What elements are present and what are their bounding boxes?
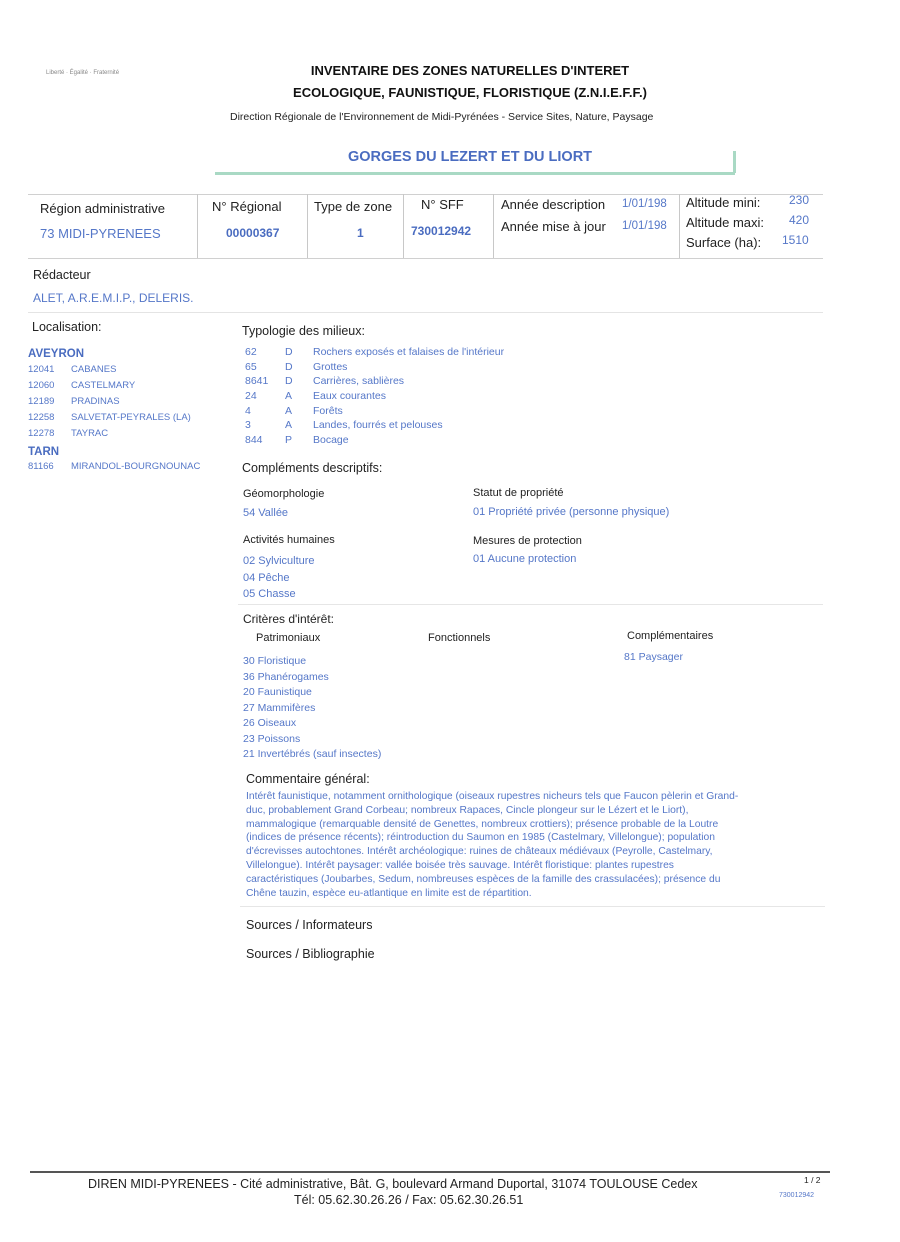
statut-value: 01 Propriété privée (personne physique) — [473, 506, 670, 518]
typologie-row: 4 A Forêts — [245, 404, 343, 417]
redacteur-label: Rédacteur — [33, 268, 91, 282]
activite-item: 02 Sylviculture — [243, 555, 315, 567]
zone-name: GORGES DU LEZERT ET DU LIORT — [347, 149, 593, 165]
logo-text: Liberté · Égalité · Fraternité — [46, 70, 120, 76]
footer-phone: Tél: 05.62.30.26.26 / Fax: 05.62.30.26.51 — [294, 1193, 524, 1207]
critere-item: 27 Mammifères — [243, 701, 316, 714]
patrimoniaux-list — [243, 654, 381, 763]
activite-item: 05 Chasse — [243, 588, 296, 600]
dept-aveyron: AVEYRON — [28, 348, 85, 360]
surface-value: 1510 — [782, 233, 809, 247]
annee-desc-value: 1/01/198 — [622, 198, 667, 210]
critere-item: 20 Faunistique — [243, 686, 312, 698]
commentaire-line: (indices de présence récents); réintroduction du Saumon en 1985 (Castelmary, Villelongue); population — [246, 832, 715, 844]
nreg-value: 00000367 — [226, 226, 280, 240]
commentaire-text — [246, 790, 738, 900]
commentaire-line: caractéristiques (Joubarbes, Sedum, nombreuses espèces de la famille des crassulacées); présence du — [246, 873, 721, 885]
activites-label: Activités humaines — [243, 534, 335, 546]
critere-item: 21 Invertébrés (sauf insectes) — [243, 748, 382, 760]
doc-subtitle: Direction Régionale de l'Environnement de Midi-Pyrénées - Service Sites, Nature, Paysage — [230, 111, 654, 123]
alt-max-value: 420 — [789, 213, 810, 227]
commentaire-line: Villelongue). Intérêt paysager: vallée boisée très sauvage. Intérêt floristique: plantes rupestres — [246, 859, 674, 871]
critere-item: 26 Oiseaux — [243, 717, 297, 729]
mesures-value: 01 Aucune protection — [473, 553, 577, 565]
commentaire-line: duc, probablement Grand Corbeau; nombreux Rapaces, Cincle plongeur sur le Lézert et le Liort), — [246, 804, 689, 816]
typologie-row: 844 P Bocage — [245, 434, 349, 447]
fonctionnels-label: Fonctionnels — [428, 632, 491, 644]
commune-row: 12060 CASTELMARY — [28, 380, 136, 391]
footer-address: DIREN MIDI-PYRENEES - Cité administrative, Bât. G, boulevard Armand Duportal, 31074 TOULOUSE Cedex — [88, 1177, 698, 1191]
alt-min-label: Altitude mini: — [686, 195, 761, 210]
commentaire-label: Commentaire général: — [246, 772, 370, 786]
geomorphologie-value: 54 Vallée — [243, 507, 289, 519]
commentaire-line: Intérêt faunistique, notamment ornithologique (oiseaux rupestres nicheurs tels que Faucon pèlerin et Grand- — [246, 791, 739, 802]
sources-bibliographie: Sources / Bibliographie — [246, 947, 375, 961]
commune-row: 12278 TAYRAC — [28, 428, 109, 439]
critere-item: 23 Poissons — [243, 732, 301, 745]
annee-maj-label: Année mise à jour — [501, 219, 606, 234]
page-number: 1 / 2 — [804, 1175, 821, 1185]
sources-informateurs: Sources / Informateurs — [246, 918, 373, 932]
critere-item: 36 Phanérogames — [243, 670, 329, 683]
communes-aveyron — [28, 364, 191, 444]
footer-code: 730012942 — [779, 1192, 815, 1199]
patrimoniaux-label: Patrimoniaux — [256, 632, 321, 644]
type-zone-value: 1 — [357, 226, 364, 240]
geomorphologie-label: Géomorphologie — [243, 488, 325, 500]
criteres-label: Critères d'intérêt: — [243, 612, 334, 626]
dept-tarn: TARN — [28, 446, 60, 458]
activites-list — [243, 553, 315, 603]
doc-title-line2: ECOLOGIQUE, FAUNISTIQUE, FLORISTIQUE (Z.N.I.E.F.F.) — [293, 85, 647, 100]
commune-row: 12189 PRADINAS — [28, 396, 120, 407]
commentaire-line: d'écrevisses autochtones. Intérêt archéologique: ruines de châteaux médiévaux (Peyrolle, Castelmary, — [246, 846, 713, 858]
commune-row: 81166 MIRANDOL-BOURGNOUNAC — [28, 461, 201, 472]
commune-row: 12041 CABANES — [28, 364, 117, 375]
mesures-label: Mesures de protection — [473, 535, 582, 547]
typologie-row: 3 A Landes, fourrés et pelouses — [245, 419, 443, 432]
commune-row: 12258 SALVETAT-PEYRALES (LA) — [28, 412, 191, 423]
annee-maj-value: 1/01/198 — [622, 220, 667, 232]
sff-label: N° SFF — [421, 197, 464, 212]
communes-tarn — [28, 461, 200, 477]
nreg-label: N° Régional — [212, 199, 282, 214]
complementaires-item: 81 Paysager — [624, 651, 683, 663]
statut-label: Statut de propriété — [473, 487, 564, 499]
complements-label: Compléments descriptifs: — [242, 461, 383, 475]
annee-desc-label: Année description — [501, 197, 606, 212]
typologie-row: 24 A Eaux courantes — [245, 390, 386, 403]
typologie-row: 62 D Rochers exposés et falaises de l'intérieur — [245, 346, 505, 358]
localisation-label: Localisation: — [32, 320, 102, 334]
doc-title-line1: INVENTAIRE DES ZONES NATURELLES D'INTERET — [310, 63, 630, 78]
typologie-row: 65 D Grottes — [245, 360, 348, 373]
commentaire-line: mammalogique (remarquable densité de Genettes, nombreux crottiers); présence probable de la Loutre — [246, 818, 719, 830]
alt-min-value: 230 — [789, 193, 810, 207]
critere-item: 30 Floristique — [243, 655, 307, 667]
activite-item: 04 Pêche — [243, 571, 290, 584]
sff-value: 730012942 — [411, 224, 472, 238]
typologie-label: Typologie des milieux: — [242, 324, 365, 338]
surface-label: Surface (ha): — [686, 235, 762, 250]
typologie-list — [245, 346, 504, 449]
typologie-row: 8641 D Carrières, sablières — [245, 375, 405, 388]
redacteur-value: ALET, A.R.E.M.I.P., DELERIS. — [33, 291, 194, 305]
type-zone-label: Type de zone — [314, 199, 393, 214]
region-label: Région administrative — [40, 201, 166, 216]
region-value: 73 MIDI-PYRENEES — [40, 226, 161, 241]
alt-max-label: Altitude maxi: — [686, 215, 765, 230]
complementaires-label: Complémentaires — [627, 630, 714, 642]
commentaire-line: Chêne tauzin, espèce eu-atlantique en limite est de répartition. — [246, 887, 532, 899]
